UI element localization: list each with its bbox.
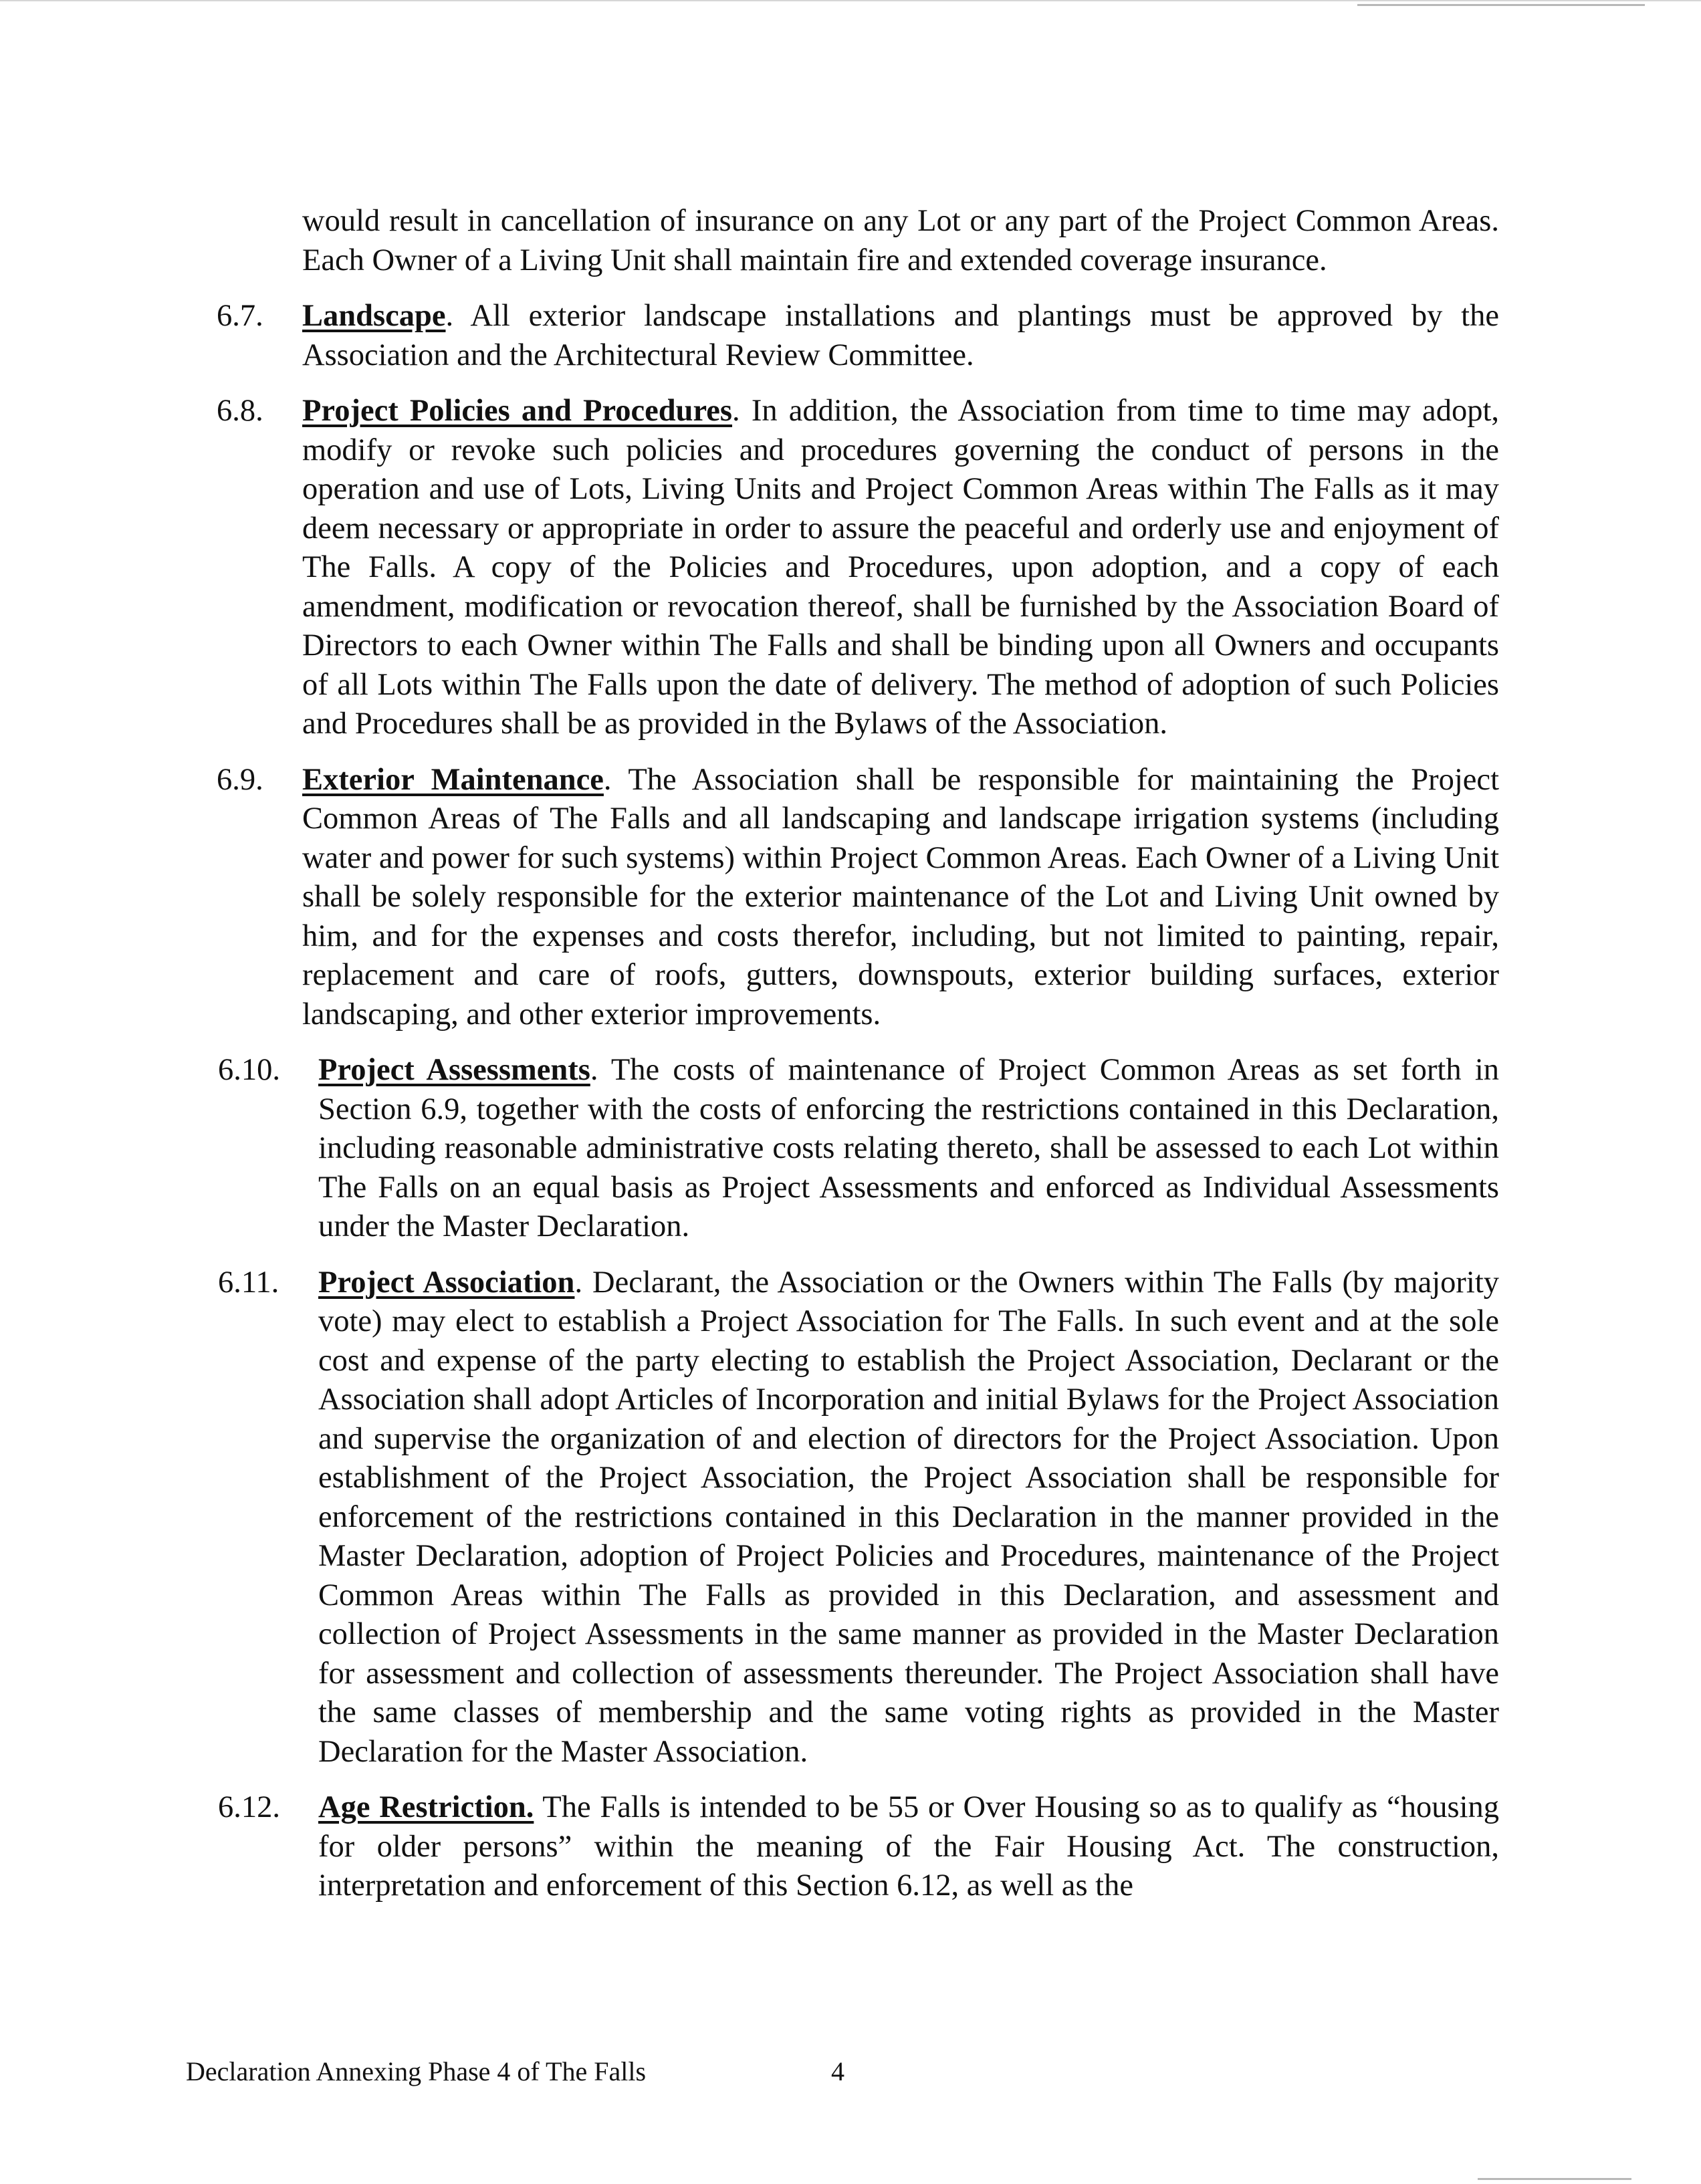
section-number: 6.8. [217, 394, 263, 428]
section-heading: Exterior Maintenance [302, 762, 604, 797]
section-body: The Falls is intended to be 55 or Over Housing so as to qualify as “housing for older persons” within the meaning of the Fair Housing Act. The construction, interpretation and enforcement of this Section 6.12, as well as the [318, 1790, 1499, 1903]
page-number: 4 [831, 2056, 844, 2086]
section-number: 6.9. [217, 762, 263, 797]
section-body: . In addition, the Association from time to time may adopt, modify or revoke such policies and procedures governing the conduct of persons in the operation and use of Lots, Living Units and Project Common Areas within The Falls as it may deem necessary or appropriate in order to assure the peaceful and orderly use and enjoyment of The Falls. A copy of the Policies and Procedures, upon adoption, and a copy of each amendment, modification or revocation thereof, shall be furnished by the Association Board of Directors to each Owner within The Falls and shall be binding upon all Owners and occupants of all Lots within The Falls upon the date of delivery. The method of adoption of such Policies and Procedures shall be as provided in the Bylaws of the Association. [302, 394, 1499, 741]
section-6-9 [217, 761, 1499, 1035]
section-number: 6.7. [217, 299, 263, 333]
scan-artifact-bottom [1478, 2178, 1631, 2180]
section-6-7 [217, 297, 1499, 375]
section-number: 6.11. [218, 1265, 279, 1300]
section-6-10 [218, 1051, 1499, 1247]
section-heading: Project Association [318, 1265, 575, 1300]
section-6-8 [217, 392, 1499, 744]
intro-text: would result in cancellation of insurance on any Lot or any part of the Project Common Areas. Each Owner of a Living Unit shall maintain fire and extended coverage insurance. [302, 204, 1499, 277]
section-heading: Age Restriction. [318, 1790, 534, 1824]
section-body: . The costs of maintenance of Project Common Areas as set forth in Section 6.9, together with the costs of enforcing the restrictions contained in this Declaration, including reasonable administrative costs relating thereto, shall be assessed to each Lot within The Falls on an equal basis as Project Assessments and enforced as Individual Assessments under the Master Declaration. [318, 1053, 1499, 1243]
section-heading: Project Assessments [318, 1053, 590, 1087]
footer-title: Declaration Annexing Phase 4 of The Falls [186, 2056, 647, 2086]
section-6-11 [218, 1263, 1500, 1772]
section-body: . Declarant, the Association or the Owners within The Falls (by majority vote) may elect to establish a Project Association for The Falls. In such event and at the sole cost and expense of the party electing to establish the Project Association, Declarant or the Association shall adopt Articles of Incorporation and initial Bylaws for the Project Association and supervise the organization of and election of directors for the Project Association. Upon establishment of the Project Association, the Project Association shall be responsible for enforcement of the restrictions contained in this Declaration in the manner provided in the Master Declaration, adoption of Project Policies and Procedures, maintenance of the Project Common Areas within The Falls as provided in this Declaration, and assessment and collection of Project Assessments in the same manner as provided in the Master Declaration for assessment and collection of assessments thereunder. The Project Association shall have the same classes of membership and the same voting rights as provided in the Master Declaration for the Master Association. [318, 1265, 1500, 1769]
section-number: 6.10. [218, 1053, 280, 1087]
section-heading: Landscape [302, 299, 446, 333]
section-6-12 [218, 1788, 1499, 1906]
document-body [217, 202, 1500, 1906]
section-number: 6.12. [218, 1790, 280, 1824]
intro-paragraph [302, 202, 1499, 280]
scan-artifact-top [0, 0, 1701, 1]
section-body: . All exterior landscape installations and plantings must be approved by the Association and the Architectural Review Committee. [302, 299, 1499, 372]
section-body: . The Association shall be responsible for maintaining the Project Common Areas of The Falls and all landscaping and landscape irrigation systems (including water and power for such systems) within Project Common Areas. Each Owner of a Living Unit shall be solely responsible for the exterior maintenance of the Lot and Living Unit owned by him, and for the expenses and costs therefor, including, but not limited to painting, repair, replacement and care of roofs, gutters, downspouts, exterior building surfaces, exterior landscaping, and other exterior improvements. [302, 762, 1499, 1032]
section-heading: Project Policies and Procedures [302, 394, 733, 428]
scan-artifact-top-right [1357, 4, 1645, 6]
